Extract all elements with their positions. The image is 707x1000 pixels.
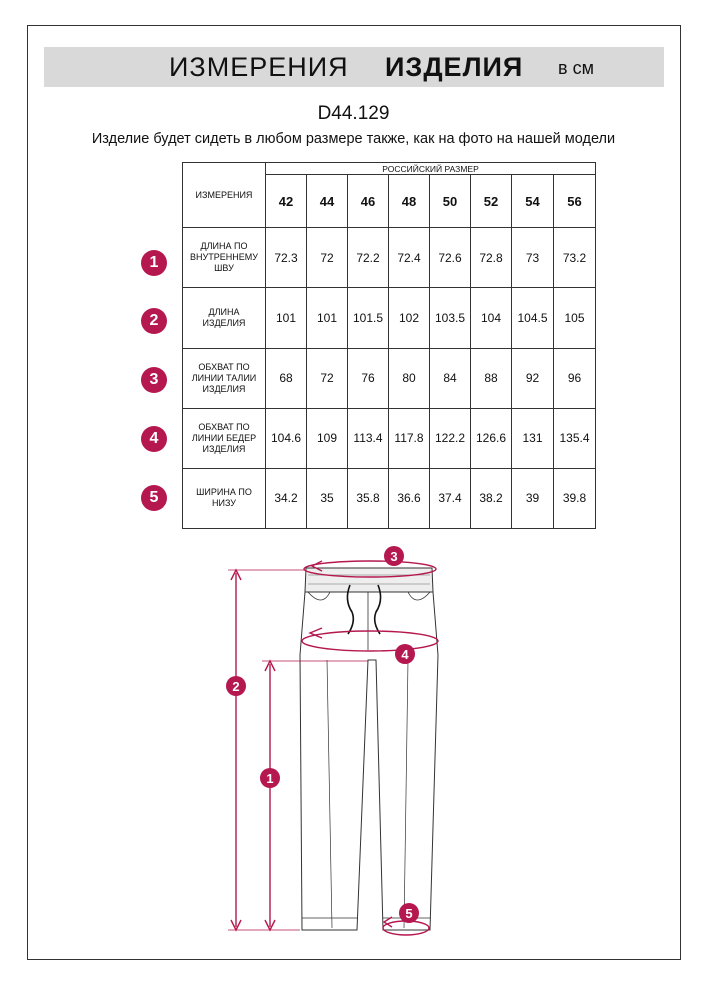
measurement-value: 109 bbox=[307, 408, 348, 468]
diagram-marker-1: 1 bbox=[266, 771, 274, 786]
row-number-badge: 3 bbox=[141, 367, 167, 393]
measurement-value: 38.2 bbox=[471, 468, 512, 528]
diagram-marker-3: 3 bbox=[390, 549, 398, 564]
measurement-value: 72.4 bbox=[389, 228, 430, 288]
diagram-marker-4: 4 bbox=[401, 647, 409, 662]
table-corner-label: ИЗМЕРЕНИЯ bbox=[183, 163, 266, 228]
measurement-value: 73.2 bbox=[554, 228, 596, 288]
measurement-value: 37.4 bbox=[430, 468, 471, 528]
size-group-label: РОССИЙСКИЙ РАЗМЕР bbox=[266, 163, 596, 175]
measurement-value: 39.8 bbox=[554, 468, 596, 528]
measurement-value: 126.6 bbox=[471, 408, 512, 468]
measurement-value: 34.2 bbox=[266, 468, 307, 528]
measurement-value: 76 bbox=[348, 348, 389, 408]
measurement-label-line: ОБХВАТ ПО bbox=[198, 421, 250, 432]
diagram-marker-2: 2 bbox=[232, 679, 240, 694]
size-header: 54 bbox=[512, 175, 554, 228]
row-number-badge: 1 bbox=[141, 250, 167, 276]
measurement-value: 101 bbox=[266, 288, 307, 348]
measurement-label-line: ДЛИНА ПО bbox=[200, 241, 248, 252]
measurement-value: 72 bbox=[307, 228, 348, 288]
size-header: 42 bbox=[266, 175, 307, 228]
measurement-value: 101 bbox=[307, 288, 348, 348]
measurement-label-line: ДЛИНА bbox=[208, 306, 240, 317]
measurement-label-line: ОБХВАТ ПО bbox=[198, 361, 250, 372]
measurement-value: 88 bbox=[471, 348, 512, 408]
diagram-marker-5: 5 bbox=[405, 906, 413, 921]
measurement-value: 113.4 bbox=[348, 408, 389, 468]
measurement-value: 39 bbox=[512, 468, 554, 528]
title-part1: ИЗМЕРЕНИЯ bbox=[169, 52, 349, 82]
measurement-value: 102 bbox=[389, 288, 430, 348]
fit-note: Изделие будет сидеть в любом размере также, как на фото на нашей модели bbox=[91, 131, 616, 147]
measurement-value: 122.2 bbox=[430, 408, 471, 468]
measurement-label-line: ЛИНИИ БЕДЕР bbox=[191, 432, 257, 443]
row-number-badge: 5 bbox=[141, 485, 167, 511]
measurement-value: 35.8 bbox=[348, 468, 389, 528]
measurement-value: 68 bbox=[266, 348, 307, 408]
row-number-badge: 2 bbox=[141, 308, 167, 334]
measurement-label-line: ЛИНИИ ТАЛИИ bbox=[191, 372, 257, 383]
measurement-value: 35 bbox=[307, 468, 348, 528]
hem-ellipse bbox=[383, 921, 429, 935]
measurement-value: 72.8 bbox=[471, 228, 512, 288]
measurement-value: 131 bbox=[512, 408, 554, 468]
measurement-label-line: ИЗДЕЛИЯ bbox=[202, 383, 246, 394]
size-header: 48 bbox=[389, 175, 430, 228]
measurement-label-line: ШИРИНА ПО bbox=[196, 487, 252, 498]
measurement-value: 73 bbox=[512, 228, 554, 288]
measurement-value: 135.4 bbox=[554, 408, 596, 468]
measurement-value: 92 bbox=[512, 348, 554, 408]
measurement-value: 96 bbox=[554, 348, 596, 408]
measurement-value: 101.5 bbox=[348, 288, 389, 348]
size-header: 46 bbox=[348, 175, 389, 228]
measurement-value: 72 bbox=[307, 348, 348, 408]
measurement-value: 80 bbox=[389, 348, 430, 408]
size-header: 50 bbox=[430, 175, 471, 228]
measurement-value: 103.5 bbox=[430, 288, 471, 348]
waistband bbox=[305, 568, 433, 592]
measurement-value: 36.6 bbox=[389, 468, 430, 528]
measurement-value: 72.2 bbox=[348, 228, 389, 288]
measurement-label-line: НИЗУ bbox=[211, 498, 237, 509]
measurement-value: 72.6 bbox=[430, 228, 471, 288]
measurement-value: 104 bbox=[471, 288, 512, 348]
measurement-label-line: ШВУ bbox=[214, 263, 234, 274]
pants-outline bbox=[300, 592, 438, 930]
size-header: 44 bbox=[307, 175, 348, 228]
product-code: D44.129 bbox=[317, 103, 390, 124]
measurement-value: 72.3 bbox=[266, 228, 307, 288]
size-header: 52 bbox=[471, 175, 512, 228]
measurement-value: 84 bbox=[430, 348, 471, 408]
measurement-value: 117.8 bbox=[389, 408, 430, 468]
title-part2: ИЗДЕЛИЯ bbox=[385, 52, 524, 82]
measurement-value: 105 bbox=[554, 288, 596, 348]
measurement-value: 104.6 bbox=[266, 408, 307, 468]
measurement-label-line: ВНУТРЕННЕМУ bbox=[190, 252, 258, 263]
measurement-label-line: ИЗДЕЛИЯ bbox=[202, 317, 246, 328]
measurement-label-line: ИЗДЕЛИЯ bbox=[202, 443, 246, 454]
row-number-badge: 4 bbox=[141, 426, 167, 452]
units-label: в см bbox=[558, 58, 594, 78]
hip-ellipse bbox=[302, 631, 438, 651]
size-header: 56 bbox=[554, 175, 596, 228]
measurement-value: 104.5 bbox=[512, 288, 554, 348]
